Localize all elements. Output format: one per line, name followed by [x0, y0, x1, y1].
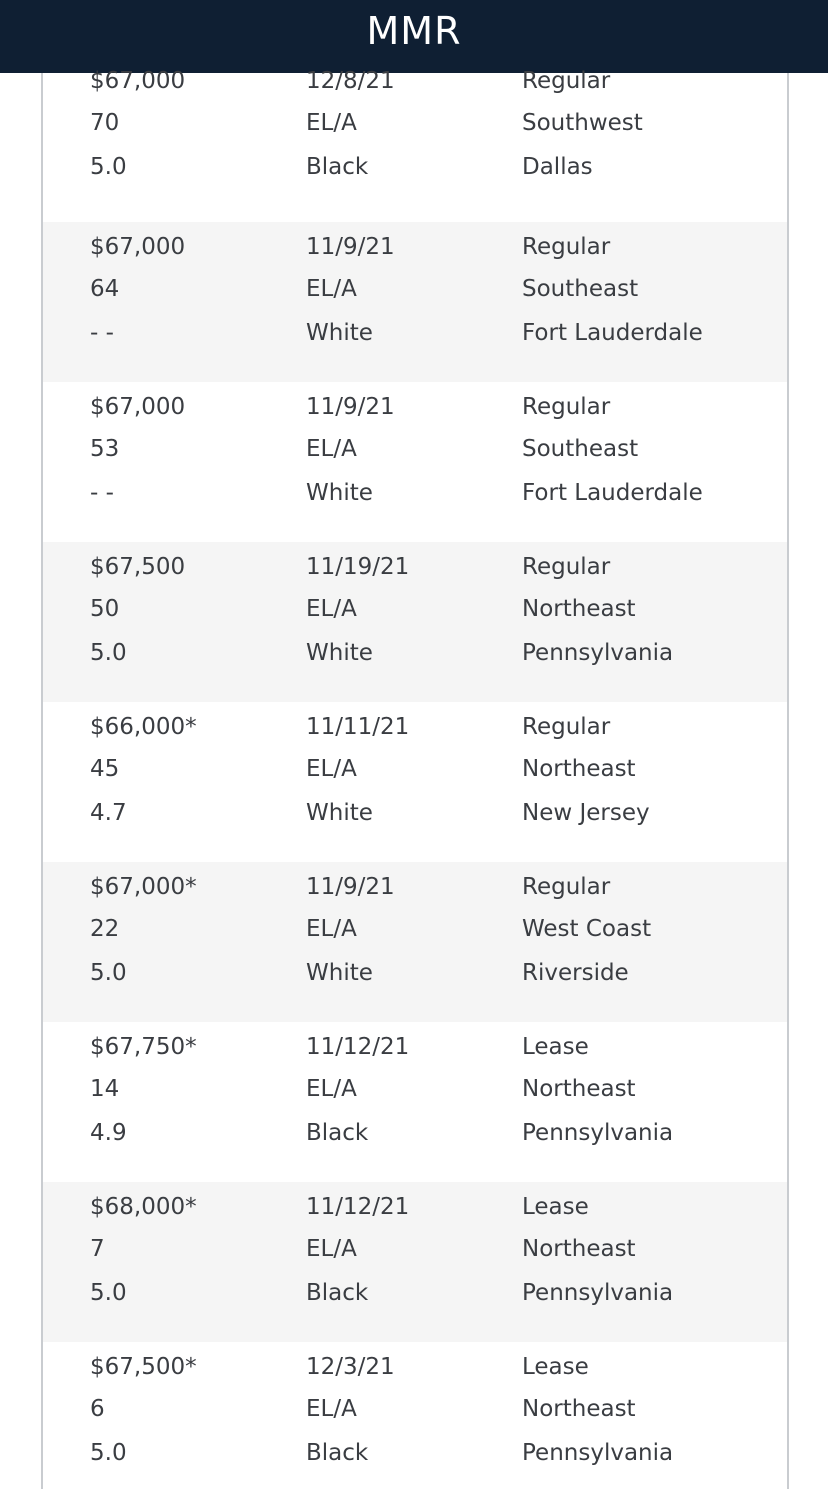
auction-location: Fort Lauderdale — [522, 480, 703, 506]
region: Southwest — [522, 110, 643, 136]
region: Southeast — [522, 276, 639, 302]
condition-grade: 4.7 — [90, 800, 127, 826]
odometer: 14 — [90, 1076, 120, 1102]
list-item[interactable] — [43, 222, 787, 382]
odometer: 70 — [90, 110, 120, 136]
auction-location: Pennsylvania — [522, 1440, 674, 1466]
engine-transmission: EL/A — [306, 756, 357, 782]
odometer: 50 — [90, 596, 120, 622]
sale-type: Lease — [522, 1034, 589, 1060]
region: Northeast — [522, 596, 636, 622]
list-item[interactable] — [43, 1022, 787, 1182]
odometer: 45 — [90, 756, 120, 782]
auction-location: Fort Lauderdale — [522, 320, 703, 346]
auction-location: Pennsylvania — [522, 640, 674, 666]
engine-transmission: EL/A — [306, 596, 357, 622]
sale-type: Regular — [522, 874, 611, 900]
sale-type: Lease — [522, 1194, 589, 1220]
sale-date: 11/12/21 — [306, 1194, 410, 1220]
sale-price: $67,000 — [90, 68, 186, 94]
exterior-color: Black — [306, 1120, 369, 1146]
sale-date: 11/11/21 — [306, 714, 410, 740]
engine-transmission: EL/A — [306, 1236, 357, 1262]
sale-type: Regular — [522, 554, 611, 580]
sale-price: $67,500 — [90, 554, 186, 580]
region: Northeast — [522, 1076, 636, 1102]
sale-date: 12/8/21 — [306, 68, 395, 94]
list-item[interactable] — [43, 862, 787, 1022]
exterior-color: Black — [306, 154, 369, 180]
condition-grade: - - — [90, 480, 114, 506]
engine-transmission: EL/A — [306, 276, 357, 302]
sale-price: $67,500* — [90, 1354, 197, 1380]
sale-type: Regular — [522, 714, 611, 740]
odometer: 6 — [90, 1396, 105, 1422]
engine-transmission: EL/A — [306, 436, 357, 462]
sale-date: 11/9/21 — [306, 874, 395, 900]
exterior-color: White — [306, 640, 373, 666]
list-item[interactable] — [43, 56, 787, 216]
odometer: 64 — [90, 276, 120, 302]
condition-grade: 5.0 — [90, 1440, 127, 1466]
sale-type: Lease — [522, 1354, 589, 1380]
auction-location: Pennsylvania — [522, 1120, 674, 1146]
exterior-color: White — [306, 320, 373, 346]
list-item[interactable] — [43, 702, 787, 862]
sale-type: Regular — [522, 234, 611, 260]
list-item[interactable] — [43, 542, 787, 702]
exterior-color: White — [306, 480, 373, 506]
page-title: MMR — [366, 8, 462, 53]
engine-transmission: EL/A — [306, 110, 357, 136]
sale-price: $67,000 — [90, 394, 186, 420]
region: Northeast — [522, 1396, 636, 1422]
list-item[interactable] — [43, 1182, 787, 1342]
region: Northeast — [522, 756, 636, 782]
sale-price: $68,000* — [90, 1194, 197, 1220]
auction-location: Dallas — [522, 154, 593, 180]
sale-price: $67,000 — [90, 234, 186, 260]
region: West Coast — [522, 916, 652, 942]
sale-type: Regular — [522, 394, 611, 420]
sale-price: $67,000* — [90, 874, 197, 900]
condition-grade: 5.0 — [90, 1280, 127, 1306]
odometer: 53 — [90, 436, 120, 462]
sale-date: 11/19/21 — [306, 554, 410, 580]
condition-grade: 4.9 — [90, 1120, 127, 1146]
sale-price: $67,750* — [90, 1034, 197, 1060]
auction-location: Pennsylvania — [522, 1280, 674, 1306]
sale-date: 11/9/21 — [306, 394, 395, 420]
engine-transmission: EL/A — [306, 1396, 357, 1422]
condition-grade: 5.0 — [90, 640, 127, 666]
sale-date: 12/3/21 — [306, 1354, 395, 1380]
odometer: 22 — [90, 916, 120, 942]
sale-type: Regular — [522, 68, 611, 94]
region: Southeast — [522, 436, 639, 462]
condition-grade: - - — [90, 320, 114, 346]
odometer: 7 — [90, 1236, 105, 1262]
list-item[interactable] — [43, 382, 787, 542]
exterior-color: Black — [306, 1440, 369, 1466]
exterior-color: Black — [306, 1280, 369, 1306]
exterior-color: White — [306, 800, 373, 826]
condition-grade: 5.0 — [90, 960, 127, 986]
sale-price: $66,000* — [90, 714, 197, 740]
exterior-color: White — [306, 960, 373, 986]
list-item[interactable] — [43, 1342, 787, 1502]
auction-location: New Jersey — [522, 800, 650, 826]
engine-transmission: EL/A — [306, 916, 357, 942]
sale-date: 11/9/21 — [306, 234, 395, 260]
sale-date: 11/12/21 — [306, 1034, 410, 1060]
auction-location: Riverside — [522, 960, 629, 986]
transactions-list — [41, 68, 789, 1489]
engine-transmission: EL/A — [306, 1076, 357, 1102]
region: Northeast — [522, 1236, 636, 1262]
condition-grade: 5.0 — [90, 154, 127, 180]
